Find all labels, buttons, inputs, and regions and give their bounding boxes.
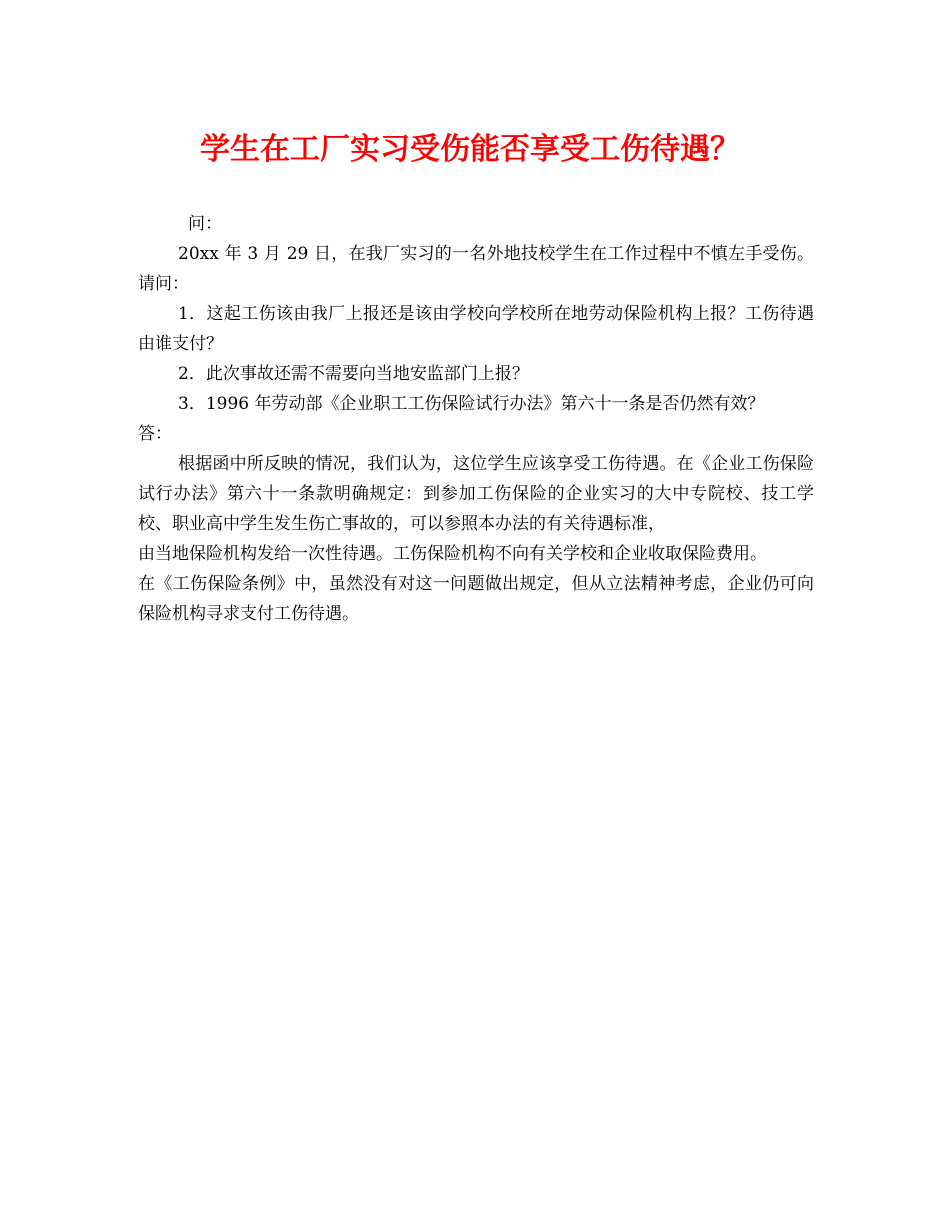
question-label: 问： bbox=[188, 214, 222, 234]
answer-paragraph-part-2: 由当地保险机构发给一次性待遇。工伤保险机构不向有关学校和企业收取保险费用。 bbox=[138, 544, 767, 564]
question-item-1: 1．这起工伤该由我厂上报还是该由学校向学校所在地劳动保险机构上报？工伤待遇由谁支付？ bbox=[138, 304, 814, 354]
question-intro: 20xx 年 3 月 29 日，在我厂实习的一名外地技校学生在工作过程中不慎左手受伤。请问： bbox=[138, 244, 814, 294]
answer-label: 答： bbox=[138, 424, 172, 444]
answer-paragraph-part-3: 在《工伤保险条例》中，虽然没有对这一问题做出规定，但从立法精神考虑，企业仍可向保险机构寻求支付工伤待遇。 bbox=[138, 574, 814, 624]
question-item-3: 3．1996 年劳动部《企业职工工伤保险试行办法》第六十一条是否仍然有效？ bbox=[178, 394, 765, 414]
document-body bbox=[138, 209, 814, 629]
answer-paragraph-part-1: 根据函中所反映的情况，我们认为，这位学生应该享受工伤待遇。在《企业工伤保险试行办法》第六十一条款明确规定：到参加工伤保险的企业实习的大中专院校、技工学校、职业高中学生发生伤亡事故的，可以参照本办法的有关待遇标准， bbox=[138, 454, 814, 534]
question-item-2: 2．此次事故还需不需要向当地安监部门上报？ bbox=[178, 364, 529, 384]
document-title: 学生在工厂实习受伤能否享受工伤待遇？ bbox=[200, 132, 740, 167]
